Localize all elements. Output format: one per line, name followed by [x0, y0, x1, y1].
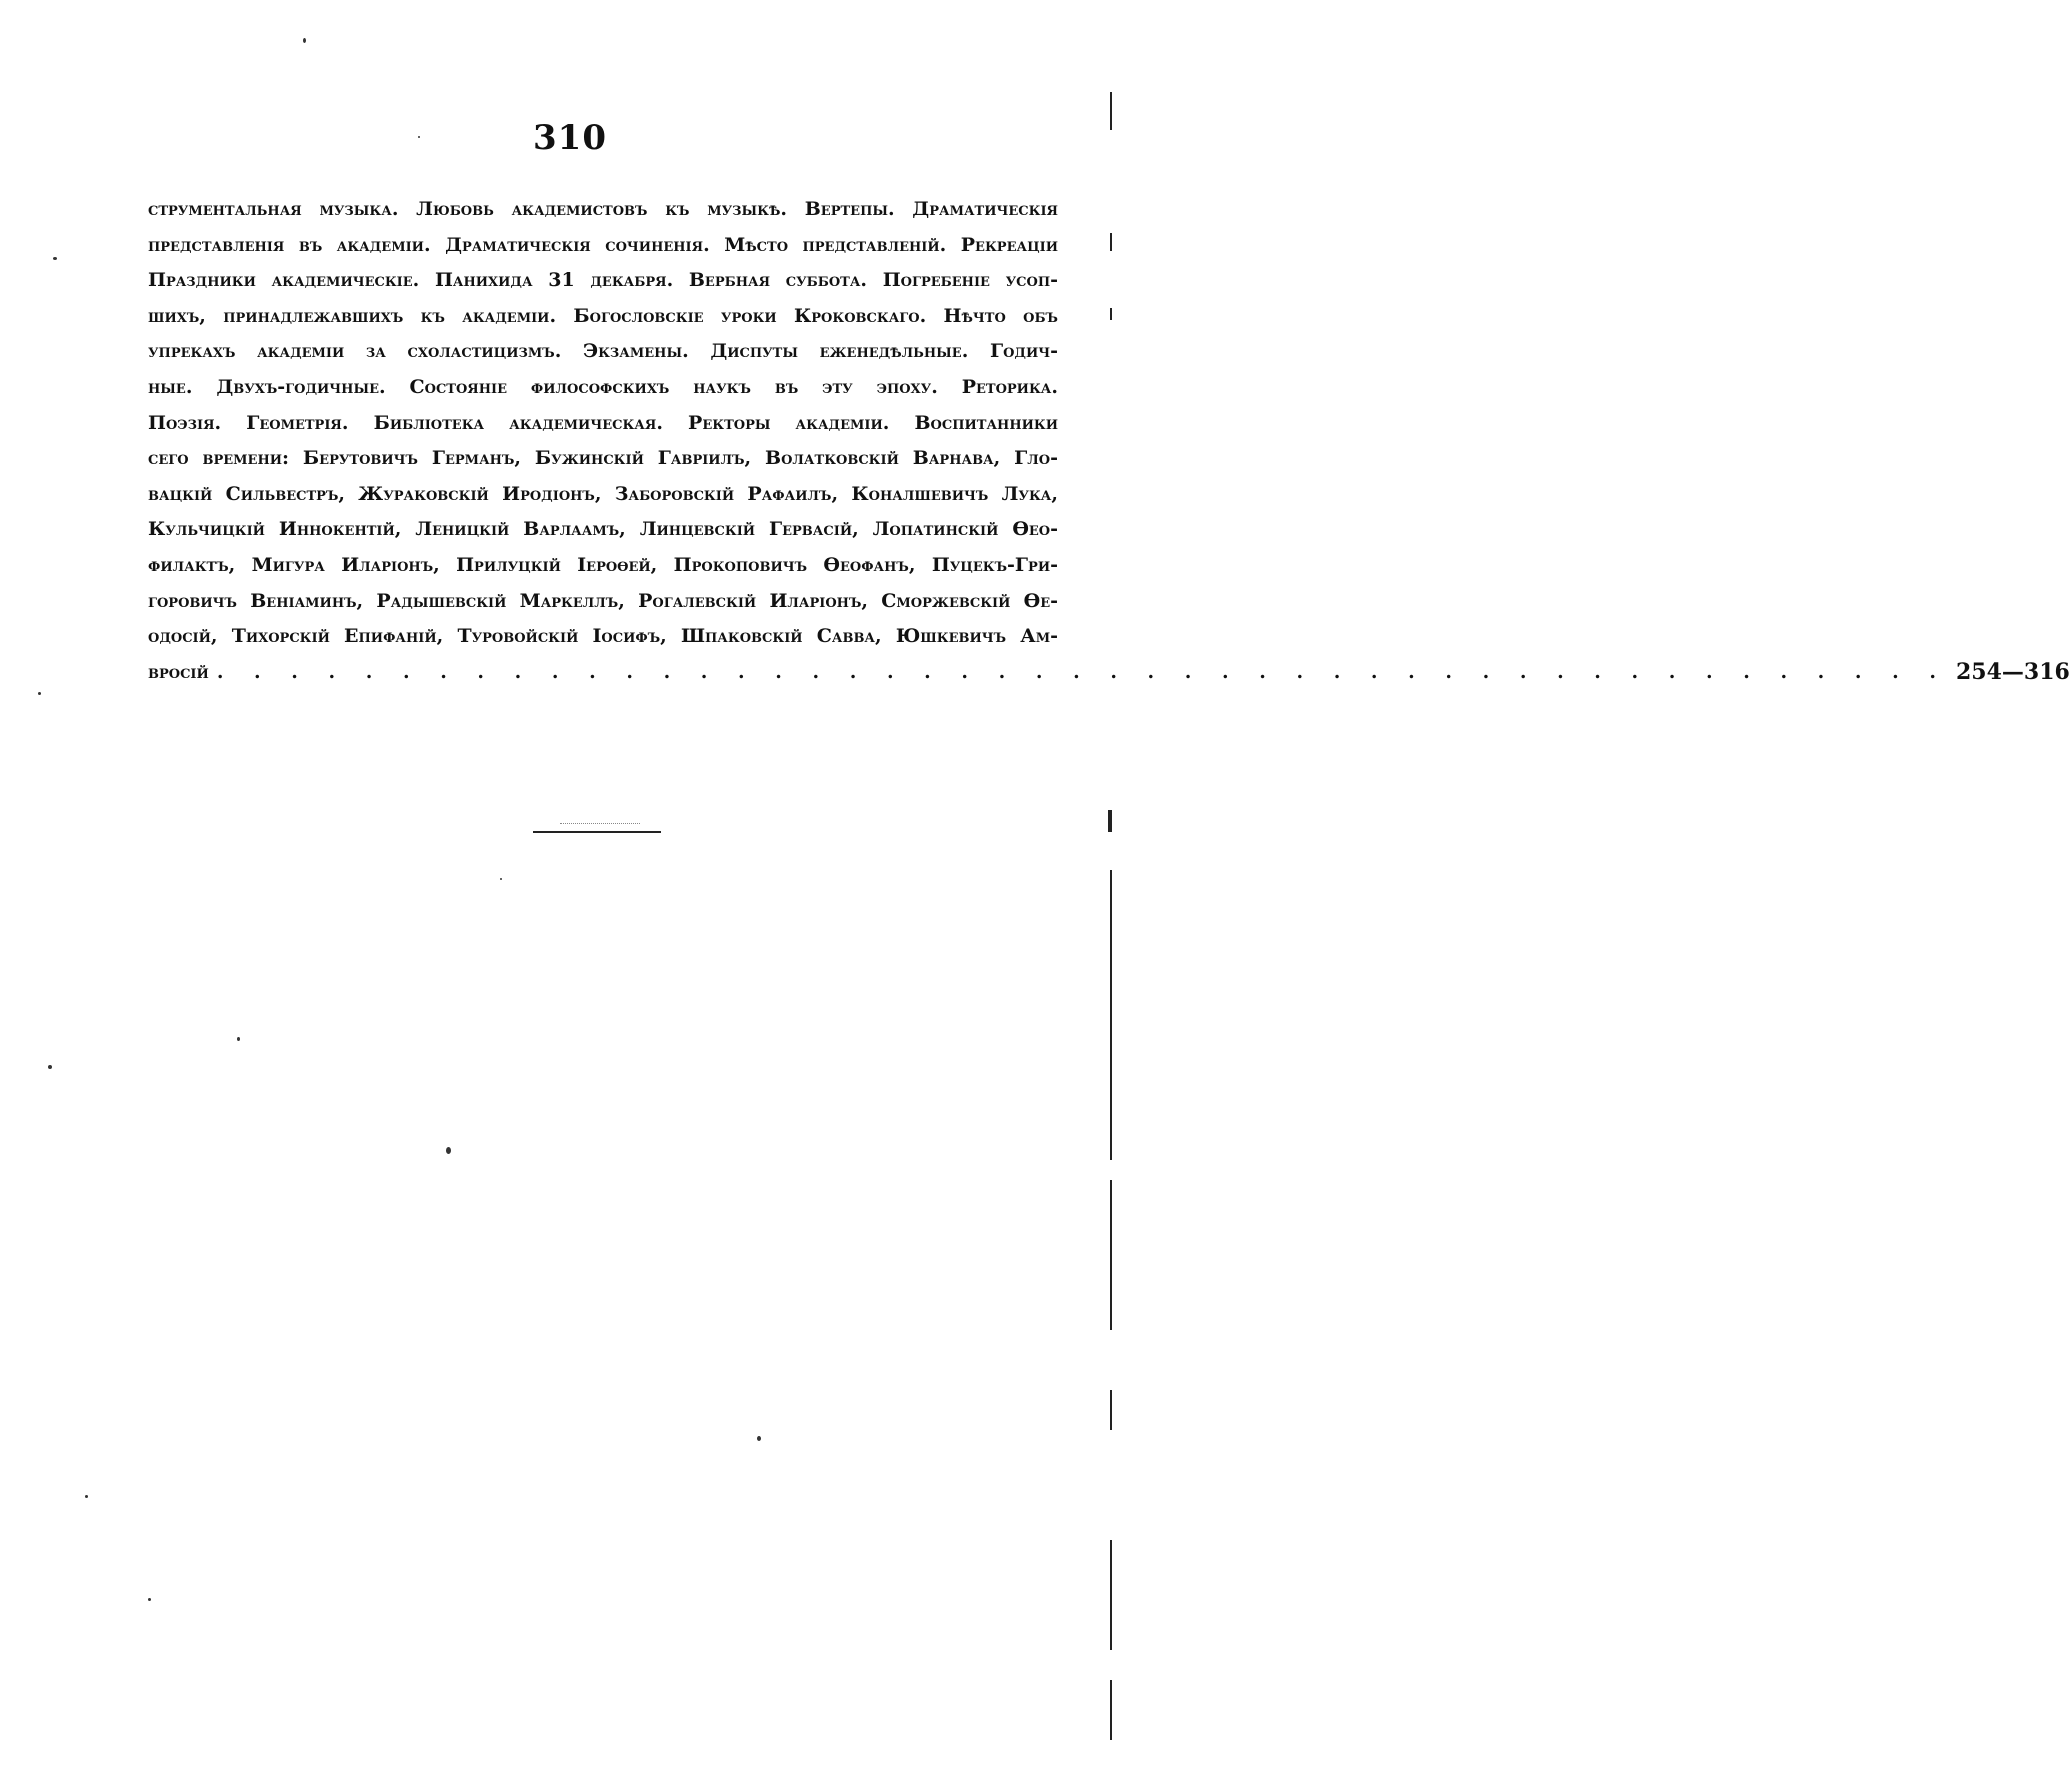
page-number: 310	[533, 118, 607, 158]
scan-speck	[303, 38, 306, 43]
page-range: 254—316	[1955, 658, 2070, 685]
scan-speck	[38, 692, 41, 695]
toc-line: упрекахъ академіи за схоластицизмъ. Экзамены. Диспуты еженедѣльные. Годич-	[148, 340, 1058, 363]
binding-edge-mark	[1110, 233, 1112, 251]
scan-speck	[757, 1436, 761, 1441]
binding-edge-mark	[1108, 810, 1112, 832]
toc-line: Кульчицкій Иннокентій, Леницкій Варлаамъ, Линцевскій Гервасій, Лопатинскій Ѳео-	[148, 518, 1058, 541]
scan-speck	[237, 1037, 240, 1041]
scan-speck	[48, 1065, 52, 1069]
scan-speck	[85, 1495, 88, 1498]
dot-leader: . . . . . . . . . . . . . . . . . . . . . . . . . . . . . . . . . . . . . . . . . . . . . . .	[216, 660, 1948, 683]
toc-line: горовичъ Веніаминъ, Радышевскій Маркеллъ, Рогалевскій Иларіонъ, Сморжевскій Ѳе-	[148, 589, 1058, 612]
binding-edge-mark	[1110, 1390, 1112, 1430]
toc-line: вацкій Сильвестръ, Жураковскій Иродіонъ, Заборовскій Рафаилъ, Коналшевичъ Лука,	[148, 482, 1058, 505]
binding-edge-mark	[1110, 92, 1112, 130]
scan-speck	[148, 1598, 151, 1601]
binding-edge-mark	[1110, 1680, 1112, 1740]
scan-speck	[53, 257, 57, 260]
divider-ornament	[560, 823, 640, 830]
binding-edge-mark	[1110, 870, 1112, 1160]
scan-speck	[500, 878, 502, 880]
toc-line: шихъ, принадлежавшихъ къ академіи. Богословскіе уроки Кроковскаго. Нѣчто объ	[148, 304, 1058, 327]
toc-line: Праздники академическіе. Панихида 31 декабря. Вербная суббота. Погребеніе усоп-	[148, 269, 1058, 292]
scan-speck	[418, 136, 420, 138]
toc-line: Поэзія. Геометрія. Библіотека академическая. Ректоры академіи. Воспитанники	[148, 411, 1058, 434]
toc-last-line	[148, 655, 2070, 691]
binding-edge-mark	[1110, 1540, 1112, 1650]
toc-line: филактъ, Мигура Иларіонъ, Прилуцкій Іероѳей, Прокоповичъ Ѳеофанъ, Пуцекъ-Гри-	[148, 553, 1058, 576]
toc-line: сего времени: Берутовичъ Германъ, Бужинскій Гавріилъ, Волатковскій Варнава, Гло-	[148, 447, 1058, 470]
toc-line-text: вросій	[148, 660, 209, 683]
toc-line: одосій, Тихорскій Епифаній, Туровойскій Іосифъ, Шпаковскій Савва, Юшкевичъ Ам-	[148, 625, 1058, 648]
scan-speck	[446, 1147, 451, 1154]
toc-line: струментальная музыка. Любовь академистовъ къ музыкѣ. Вертепы. Драматическія	[148, 198, 1058, 220]
table-of-contents-entry	[148, 192, 2070, 690]
toc-line: представленія въ академіи. Драматическія сочиненія. Мѣсто представленій. Рекреаціи	[148, 233, 1058, 256]
binding-edge-mark	[1110, 308, 1112, 320]
section-divider	[533, 831, 661, 833]
binding-edge-mark	[1110, 1180, 1112, 1330]
toc-line: ные. Двухъ-годичные. Состояніе философскихъ наукъ въ эту эпоху. Реторика.	[148, 375, 1058, 398]
